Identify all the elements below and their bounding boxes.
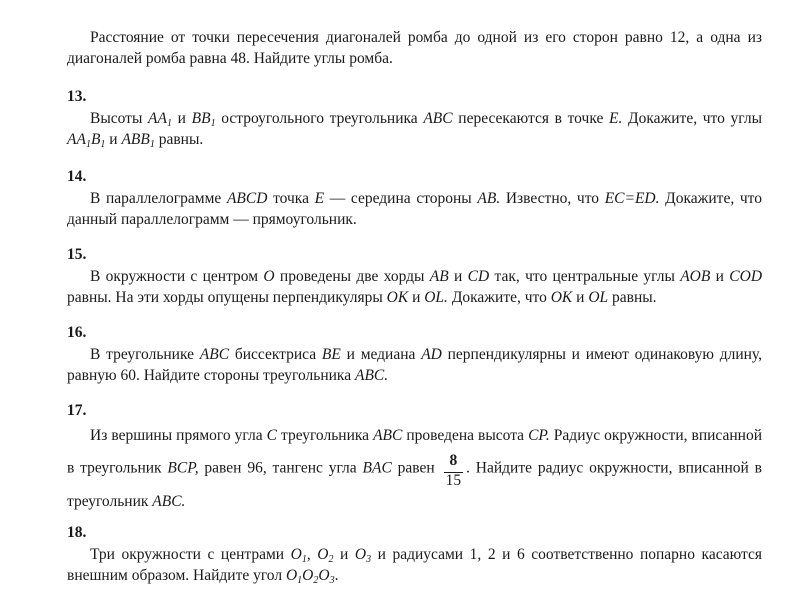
text-run: — середина стороны — [324, 190, 478, 207]
math-term: EC=ED. — [604, 190, 660, 207]
text-run: пересекаются в точке — [452, 110, 610, 127]
problem-17 — [67, 400, 762, 516]
math-term: COD — [729, 268, 763, 285]
subscript: 1 — [149, 139, 155, 150]
math-term: O — [263, 268, 275, 285]
math-term: OK — [550, 289, 573, 306]
text-run: В окружности с центром — [90, 268, 264, 285]
text-run: и медиана — [340, 346, 422, 363]
problem-number: 13. — [67, 88, 87, 105]
subscript: 1 — [100, 139, 106, 150]
problem-text — [67, 422, 762, 516]
subscript: 1 — [210, 118, 216, 129]
math-term: AD — [421, 346, 442, 363]
problem-text — [67, 544, 762, 586]
subscript: 1 — [297, 575, 303, 586]
problem-18 — [67, 522, 762, 586]
subscript: 3 — [366, 554, 372, 565]
text-run: Докажите, что — [447, 289, 551, 306]
math-term: AB. — [477, 190, 501, 207]
text-run: и — [105, 131, 122, 148]
math-term: OK — [386, 289, 409, 306]
text-run: , — [306, 546, 318, 563]
text-run: Три окружности с центрами — [90, 546, 291, 563]
math-term: AA — [148, 110, 167, 127]
text-run: биссектриса — [229, 346, 322, 363]
math-term: O — [302, 567, 314, 584]
problem-text — [67, 344, 762, 386]
problem-14 — [67, 166, 762, 230]
math-term: CD — [467, 268, 490, 285]
math-term: ABCD — [226, 190, 268, 207]
problem-15 — [67, 244, 762, 308]
problem-number: 16. — [67, 324, 87, 341]
subscript: 1 — [85, 139, 91, 150]
subscript: 1 — [301, 554, 307, 565]
text-run: . Найдите радиус окружности, вписанной в треугольник — [67, 459, 762, 510]
math-term: B — [90, 131, 101, 148]
math-term: BCP, — [167, 459, 199, 477]
text-run: точка — [267, 190, 315, 207]
text-run: равен 96, тангенс угла — [198, 459, 363, 477]
text-run: В параллелограмме — [90, 190, 227, 207]
subscript: 2 — [328, 554, 334, 565]
problem-16 — [67, 322, 762, 386]
fraction-denominator: 15 — [445, 472, 462, 489]
text-run: равен — [391, 459, 441, 477]
text-run: и — [572, 289, 589, 306]
math-term: O — [317, 546, 329, 563]
math-term: OL. — [424, 289, 448, 306]
math-term: ABB — [121, 131, 150, 148]
math-term: BE — [321, 346, 341, 363]
text-run: треугольника — [276, 427, 374, 444]
subscript: 1 — [166, 118, 172, 129]
problem-text — [67, 108, 762, 150]
subscript: 3 — [329, 575, 335, 586]
text-run: и — [710, 268, 730, 285]
text-run: проведена высота — [402, 427, 529, 444]
math-term: AB — [429, 268, 449, 285]
text-run: и — [333, 546, 355, 563]
problem-text — [67, 266, 762, 308]
text-run: и — [408, 289, 425, 306]
math-term: O — [285, 567, 298, 584]
math-term: C — [266, 427, 277, 444]
problem-number: 17. — [67, 402, 87, 419]
fraction-numerator: 8 — [449, 452, 458, 469]
text-run: В треугольнике — [90, 346, 200, 363]
math-term: E. — [609, 110, 623, 127]
math-term: O — [290, 546, 302, 563]
text-run: равны. — [154, 131, 204, 148]
text-run: Высоты — [90, 110, 149, 127]
text-run: проведены две хорды — [274, 268, 430, 285]
text-run: Радиус окружности, вписанной в треугольник — [67, 427, 763, 477]
math-term: E — [314, 190, 325, 207]
text-run: и — [448, 268, 468, 285]
text-run: Докажите, что данный параллелограмм — прямоугольник. — [67, 190, 762, 228]
math-term: ABC — [199, 346, 230, 363]
problem-number: 15. — [67, 246, 87, 263]
text-run: равны. — [608, 289, 657, 306]
fraction — [444, 450, 464, 488]
text-run: . — [334, 567, 339, 584]
text-run: Расстояние от точки пересечения диагоналей ромба до одной из его сторон равно 12, а одна из диагоналей ромба равна 48. Найдите углы ромба. — [67, 29, 762, 67]
math-term: AA — [67, 131, 86, 148]
subscript: 2 — [313, 575, 319, 586]
text-run: так, что центральные углы — [489, 268, 681, 285]
math-term: BAC — [362, 459, 392, 477]
problem-12 — [67, 27, 762, 69]
problem-13 — [67, 86, 762, 150]
math-term: AOB — [680, 268, 711, 285]
math-term: O — [318, 567, 330, 584]
math-term: ABC. — [354, 367, 389, 384]
text-run: перпендикулярны и имеют одинаковую длину, равную 60. Найдите стороны треугольника — [67, 346, 762, 384]
math-term: OL — [588, 289, 609, 306]
math-term: CP. — [528, 427, 550, 444]
math-term: BB — [191, 110, 211, 127]
text-run: Известно, что — [500, 190, 605, 207]
text-run: Докажите, что углы — [622, 110, 762, 127]
problem-text — [67, 188, 762, 230]
problem-number: 18. — [67, 524, 87, 541]
problem-number: 14. — [67, 168, 87, 185]
text-run: Из вершины прямого угла — [90, 427, 267, 444]
problem-text — [67, 27, 762, 69]
math-term: ABC. — [152, 493, 186, 510]
math-term: O — [354, 546, 367, 563]
math-term: ABC — [423, 110, 453, 127]
text-run: равны. На эти хорды опущены перпендикуляры — [67, 289, 387, 306]
text-run: остроугольного треугольника — [215, 110, 424, 127]
math-term: ABC — [373, 427, 403, 444]
text-run: и — [171, 110, 192, 127]
text-run: и радиусами 1, 2 и 6 соответственно попарно касаются внешним образом. Найдите угол — [67, 546, 763, 584]
